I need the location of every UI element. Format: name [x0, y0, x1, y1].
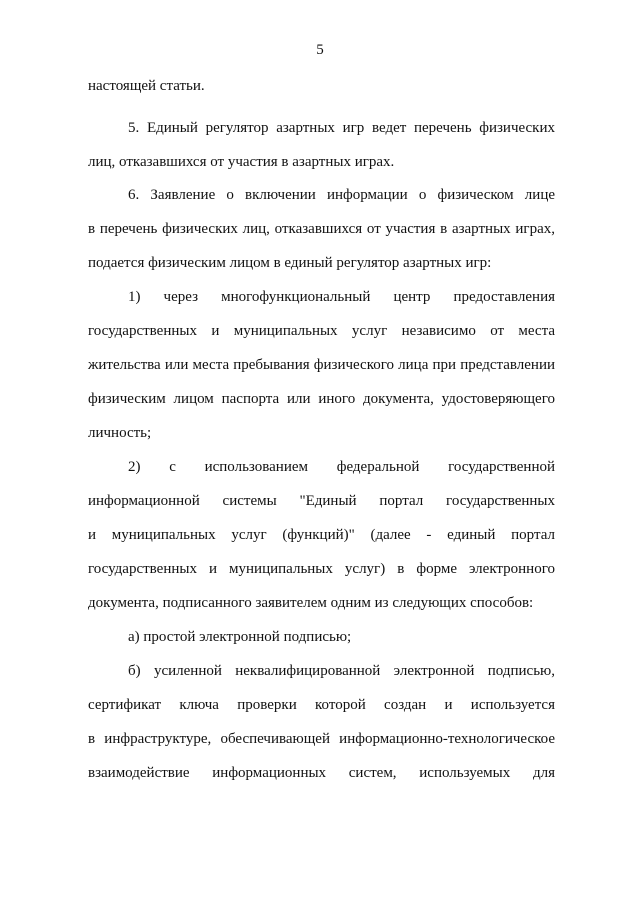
text-line: и муниципальных услуг (функций)" (далее - единый портал: [88, 527, 555, 543]
text-line: подается физическим лицом в единый регулятор азартных игр:: [88, 255, 492, 271]
text-line: настоящей статьи.: [88, 78, 205, 94]
text-line: взаимодействие информационных систем, используемых для: [88, 765, 555, 781]
text-line: 5. Единый регулятор азартных игр ведет перечень физических: [128, 120, 555, 136]
page-number: 5: [316, 42, 324, 58]
text-line: информационной системы "Единый портал государственных: [88, 493, 555, 509]
text-line: личность;: [88, 425, 152, 441]
text-line: 1) через многофункциональный центр предоставления: [128, 289, 555, 305]
text-line: жительства или места пребывания физического лица при представлении: [88, 357, 555, 373]
text-line: 6. Заявление о включении информации о физическом лице: [128, 187, 555, 203]
text-line: а) простой электронной подписью;: [128, 629, 352, 645]
text-line: сертификат ключа проверки которой создан и используется: [88, 697, 555, 713]
text-line: в инфраструктуре, обеспечивающей информационно-технологическое: [88, 731, 555, 747]
text-line: документа, подписанного заявителем одним из следующих способов:: [88, 595, 534, 611]
text-line: в перечень физических лиц, отказавшихся от участия в азартных играх,: [88, 221, 555, 237]
text-line: государственных и муниципальных услуг независимо от места: [88, 323, 555, 339]
text-line: лиц, отказавшихся от участия в азартных играх.: [88, 154, 395, 170]
text-line: б) усиленной неквалифицированной электронной подписью,: [128, 663, 555, 679]
text-line: физическим лицом паспорта или иного документа, удостоверяющего: [88, 391, 555, 407]
text-line: государственных и муниципальных услуг) в форме электронного: [88, 561, 555, 577]
text-line: 2) с использованием федеральной государственной: [128, 459, 555, 475]
